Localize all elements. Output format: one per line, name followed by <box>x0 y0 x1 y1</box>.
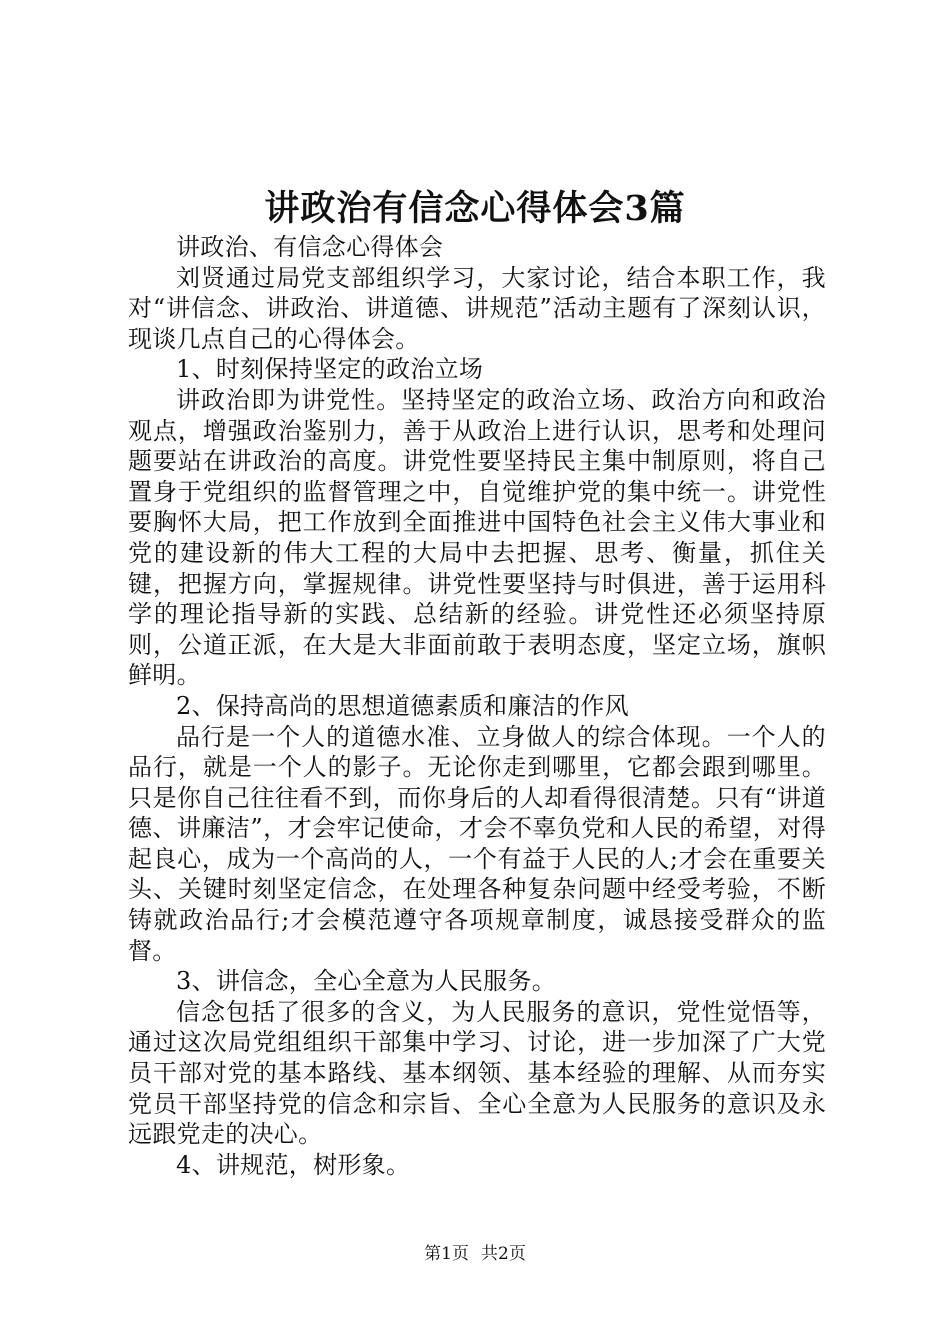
paragraph-section-3: 信念包括了很多的含义，为人民服务的意识，党性觉悟等，通过这次局党组组织干部集中学习、讨论，进一步加深了广大党员干部对党的基本路线、基本纲领、基本经验的理解、从而夯实党员干部坚持党的信念和宗旨、全心全意为人民服务的意识及永远跟党走的决心。 <box>128 997 826 1149</box>
paragraph-section-1: 讲政治即为讲党性。坚持坚定的政治立场、政治方向和政治观点，增强政治鉴别力，善于从政治上进行认识，思考和处理问题要站在讲政治的高度。讲党性要坚持民主集中制原则，将自己置身于党组织的监督管理之中，自觉维护党的集中统一。讲党性要胸怀大局，把工作放到全面推进中国特色社会主义伟大事业和党的建设新的伟大工程的大局中去把握、思考、衡量，抓住关键，把握方向，掌握规律。讲党性要坚持与时俱进，善于运用科学的理论指导新的实践、总结新的经验。讲党性还必须坚持原则，公道正派，在大是大非面前敢于表明态度，坚定立场，旗帜鲜明。 <box>128 385 826 690</box>
section-heading-1: 1、时刻保持坚定的政治立场 <box>176 355 484 384</box>
paragraph-subtitle: 讲政治、有信念心得体会 <box>176 233 444 261</box>
paragraph-section-2: 品行是一个人的道德水准、立身做人的综合体现。一个人的品行，就是一个人的影子。无论你走到哪里，它都会跟到哪里。只是你自己往往看不到，而你身后的人却看得很清楚。只有“讲道德、讲廉洁”，才会牢记使命，才会不辜负党和人民的希望，对得起良心，成为一个高尚的人，一个有益于人民的人;才会在重要关头、关键时刻坚定信念，在处理各种复杂问题中经受考验，不断铸就政治品行;才会模范遵守各项规章制度，诚恳接受群众的监督。 <box>128 722 826 965</box>
section-heading-2: 2、保持高尚的思想道德素质和廉洁的作风 <box>176 691 629 720</box>
section-heading-4: 4、讲规范，树形象。 <box>176 1150 411 1179</box>
document-body <box>128 232 826 1180</box>
page-total: 共2页 <box>481 1244 526 1264</box>
paragraph-intro: 刘贤通过局党支部组织学习，大家讨论，结合本职工作，我对“讲信念、讲政治、讲道德、讲规范”活动主题有了深刻认识，现谈几点自己的心得体会。 <box>128 263 826 353</box>
document-title: 讲政治有信念心得体会3篇 <box>264 188 686 229</box>
page-footer <box>0 1242 950 1266</box>
section-heading-3: 3、讲信念，全心全意为人民服务。 <box>176 967 557 996</box>
page-number: 第1页 <box>424 1244 469 1264</box>
